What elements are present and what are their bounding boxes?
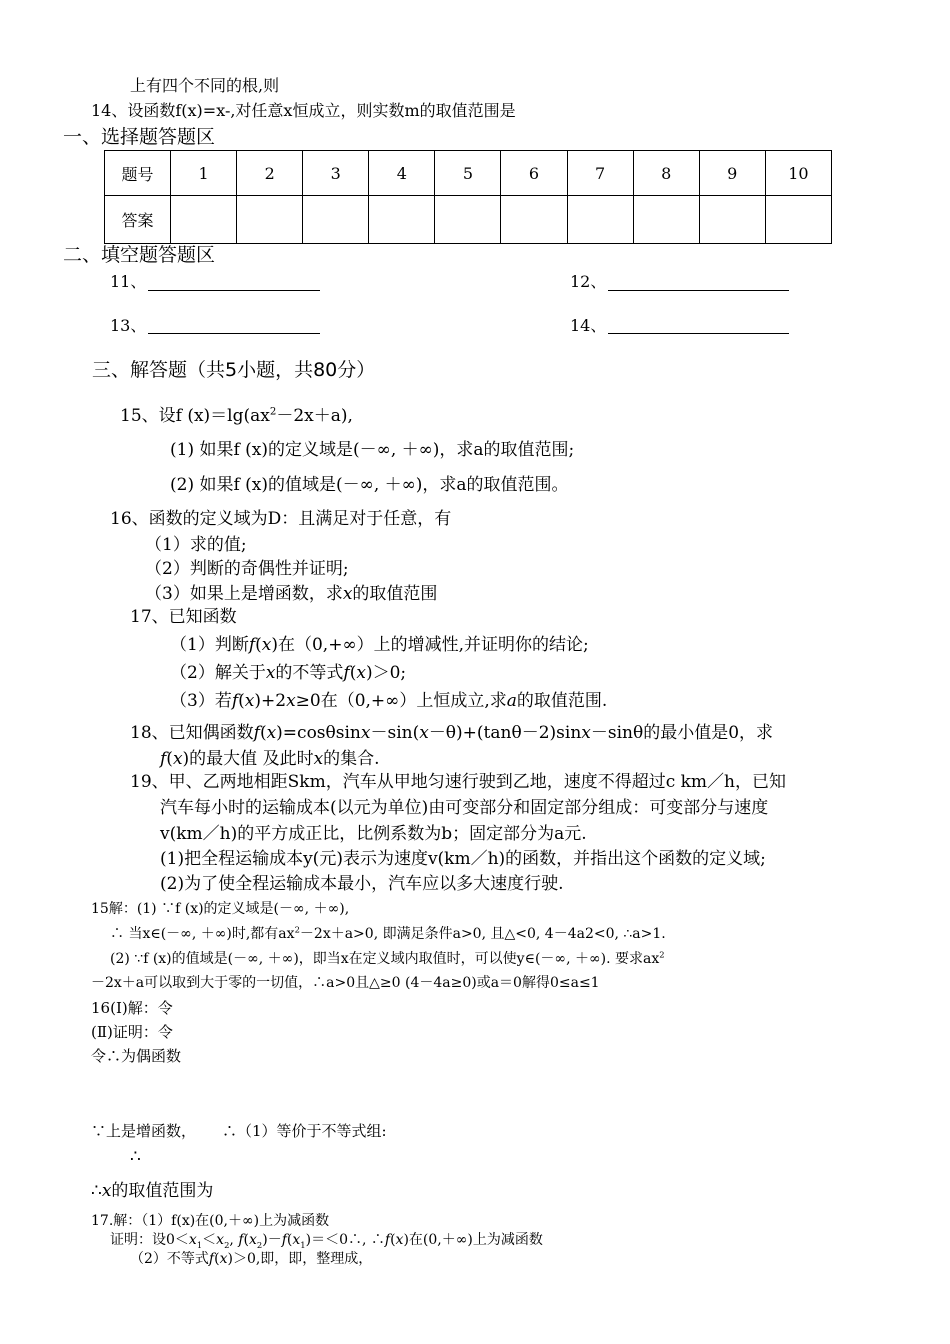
table-row xyxy=(105,151,832,196)
question-number-cell: 7 xyxy=(567,151,633,196)
question-number-cell: 10 xyxy=(765,151,831,196)
question-17-part-1: （1）判断f(x)在（0,+∞）上的增减性,并证明你的结论; xyxy=(170,635,589,655)
solution-17-line-3: （2）不等式f(x)＞0,即，即，整理成， xyxy=(130,1251,373,1267)
question-17: 17、已知函数 xyxy=(130,607,237,627)
solution-17-line-2: 证明：设$0<x_1<x_2$, $f(x_2)-f(x_1)=<0\therefore$, ∴f(x)在(0,＋∞)上为减函数 xyxy=(110,1232,543,1250)
section-2-title: 二、填空题答题区 xyxy=(63,244,216,266)
question-19-line-3: v(km／h)的平方成正比，比例系数为b；固定部分为a元. xyxy=(160,824,587,844)
question-number-cell: 5 xyxy=(435,151,501,196)
question-number-cell: 6 xyxy=(501,151,567,196)
solution-15-line-4: －2x＋a可以取到大于零的一切值，∴a>0且△≥0 (4－4a≥0)或a＝0解得0≤a≤1 xyxy=(91,975,600,991)
answer-cell[interactable] xyxy=(633,196,699,244)
question-number-cell: 8 xyxy=(633,151,699,196)
answer-cell[interactable] xyxy=(699,196,765,244)
section-1-title: 一、选择题答题区 xyxy=(63,126,216,148)
answer-blank-14[interactable] xyxy=(608,333,789,334)
answer-cell[interactable] xyxy=(765,196,831,244)
question-15: 15、设f $(x)=\lg(ax^2-2x+a)$, xyxy=(120,406,353,426)
blank-label-14: 14、 xyxy=(570,316,607,335)
solution-16-line-3: 令∴为偶函数 xyxy=(91,1047,182,1065)
question-16-part-1: （1）求的值; xyxy=(145,535,247,555)
solution-15-line-3: (2) ∵f (x)的值域是(－∞, ＋∞)，即当x在定义域内取值时，可以使y∈(－∞, ＋∞). 要求$ax^2$ xyxy=(110,949,665,967)
answer-cell[interactable] xyxy=(237,196,303,244)
question-16: 16、函数的定义域为D：且满足对于任意，有 xyxy=(110,509,452,529)
question-17-part-3: （3）若f(x)+2x≥0在（0,+∞）上恒成立,求a的取值范围. xyxy=(170,691,608,711)
question-18-line-2: f(x)的最大值 及此时x的集合. xyxy=(160,749,380,769)
solution-17-line-1: 17.解：（1）f(x)在(0,＋∞)上为减函数 xyxy=(91,1213,330,1229)
question-16-part-2: （2）判断的奇偶性并证明; xyxy=(145,559,349,579)
question-number-cell: 1 xyxy=(171,151,237,196)
answer-cell[interactable] xyxy=(369,196,435,244)
blank-label-12: 12、 xyxy=(570,272,607,291)
blank-label-13: 13、 xyxy=(110,316,147,335)
answer-cell[interactable] xyxy=(501,196,567,244)
table-header-cell: 答案 xyxy=(105,196,171,244)
table-row xyxy=(105,196,832,244)
question-19-line-2: 汽车每小时的运输成本(以元为单位)由可变部分和固定部分组成：可变部分与速度 xyxy=(160,798,769,818)
blank-label-11: 11、 xyxy=(110,272,147,291)
answer-blank-12[interactable] xyxy=(608,290,789,291)
question-16-part-3: （3）如果上是增函数，求x的取值范围 xyxy=(145,584,438,604)
solution-15-line-1: 15解：(1) ∵f (x)的定义域是(－∞, ＋∞), xyxy=(91,901,350,917)
question-14: 14、设函数f(x)=x-,对任意x恒成立，则实数m的取值范围是 xyxy=(91,101,516,120)
question-18: 18、已知偶函数f(x)=cosθsinx－sin(x－θ)+(tanθ－2)sinx－sinθ的最小值是0，求 xyxy=(130,723,774,743)
solution-16-line-5: ∴ xyxy=(130,1147,141,1167)
question-number-cell: 4 xyxy=(369,151,435,196)
question-19-part-2: (2)为了使全程运输成本最小，汽车应以多大速度行驶. xyxy=(160,874,564,894)
answer-blank-11[interactable] xyxy=(148,290,320,291)
answer-cell[interactable] xyxy=(435,196,501,244)
solution-15-line-2: ∴ 当x∈(－∞, ＋∞)时,都有$ax^2-2x+a>0$, 即满足条件a>0, 且△<0, 4－4a2<0, ∴a>1. xyxy=(110,924,666,942)
continuation-line: 上有四个不同的根,则 xyxy=(130,76,280,95)
question-17-part-2: （2）解关于x的不等式f(x)＞0; xyxy=(170,663,407,683)
section-3-title: 三、解答题（共5小题，共80分） xyxy=(92,359,376,381)
solution-16-line-4: ∵上是增函数， ∴（1）等价于不等式组: xyxy=(91,1122,387,1140)
answer-blank-13[interactable] xyxy=(148,333,320,334)
solution-16-line-1: 16(Ⅰ)解：令 xyxy=(91,999,173,1017)
answer-cell[interactable] xyxy=(171,196,237,244)
answer-table xyxy=(104,150,832,244)
answer-cell[interactable] xyxy=(303,196,369,244)
solution-16-line-6: ∴x的取值范围为 xyxy=(91,1181,214,1201)
answer-cell[interactable] xyxy=(567,196,633,244)
question-19: 19、甲、乙两地相距Skm，汽车从甲地匀速行驶到乙地，速度不得超过c km／h，已知 xyxy=(130,772,786,792)
question-19-part-1: (1)把全程运输成本y(元)表示为速度v(km／h)的函数，并指出这个函数的定义域; xyxy=(160,849,766,869)
question-15-part-1: (1) 如果f (x)的定义域是(－∞, ＋∞)，求a的取值范围; xyxy=(170,440,575,460)
question-15-part-2: (2) 如果f (x)的值域是(－∞, ＋∞)，求a的取值范围。 xyxy=(170,475,569,495)
question-number-cell: 2 xyxy=(237,151,303,196)
question-number-cell: 9 xyxy=(699,151,765,196)
table-header-cell: 题号 xyxy=(105,151,171,196)
solution-16-line-2: (Ⅱ)证明：令 xyxy=(91,1023,173,1041)
question-number-cell: 3 xyxy=(303,151,369,196)
